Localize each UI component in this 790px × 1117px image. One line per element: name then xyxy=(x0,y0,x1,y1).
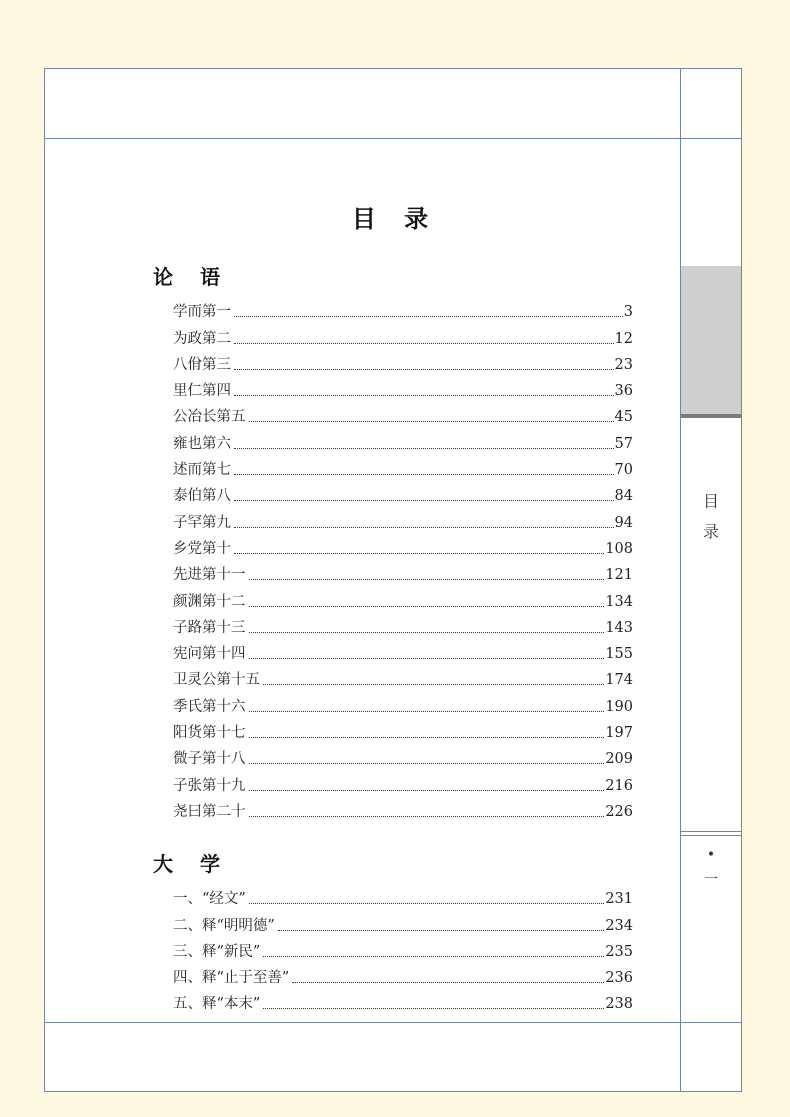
dot-leader xyxy=(249,902,604,904)
side-title-char: 目 xyxy=(702,492,719,511)
toc-entry-page: 12 xyxy=(614,330,633,347)
toc-entry[interactable] xyxy=(153,638,633,664)
book-page xyxy=(44,68,742,1092)
toc-entry-page: 190 xyxy=(605,698,633,715)
toc-entry[interactable] xyxy=(153,690,633,716)
toc-list xyxy=(153,883,633,1014)
toc-entry-page: 94 xyxy=(614,514,633,531)
toc-entry-title: 季氏第十六 xyxy=(173,698,246,715)
toc-entry-title: 先进第十一 xyxy=(173,567,246,584)
dot-leader xyxy=(234,526,614,528)
dot-leader xyxy=(249,657,605,659)
toc-entry-page: 23 xyxy=(614,356,633,373)
toc-entry-page: 226 xyxy=(605,803,633,820)
toc-content xyxy=(45,69,680,1022)
dot-leader xyxy=(234,447,614,449)
dot-leader xyxy=(249,710,605,712)
toc-entry-title: 尧曰第二十 xyxy=(173,803,246,820)
toc-entry-page: 45 xyxy=(614,409,633,426)
dot-leader xyxy=(249,789,605,791)
toc-entry-page: 197 xyxy=(605,725,633,742)
toc-entry-title: 颜渊第十二 xyxy=(173,593,246,610)
toc-entry-title: 子张第十九 xyxy=(173,777,246,794)
toc-entry[interactable] xyxy=(153,349,633,375)
dot-leader xyxy=(234,368,614,370)
dot-leader xyxy=(263,1007,604,1009)
dot-leader xyxy=(249,578,605,580)
toc-entry-page: 84 xyxy=(614,488,633,505)
toc-entry-page: 143 xyxy=(605,619,633,636)
toc-entry[interactable] xyxy=(153,454,633,480)
toc-entry-title: 卫灵公第十五 xyxy=(173,672,260,689)
side-thumb-tab xyxy=(681,266,741,418)
dot-leader xyxy=(278,929,604,931)
toc-entry-title: 四、释“止于至善” xyxy=(173,970,290,987)
dot-leader xyxy=(263,683,604,685)
toc-entry[interactable] xyxy=(153,506,633,532)
toc-entry[interactable] xyxy=(153,322,633,348)
dot-leader xyxy=(234,499,614,501)
dot-leader xyxy=(249,420,614,422)
toc-entry[interactable] xyxy=(153,909,633,935)
toc-entry[interactable] xyxy=(153,375,633,401)
toc-entry-page: 231 xyxy=(605,891,633,908)
dot-leader xyxy=(249,815,605,817)
toc-entry-page: 134 xyxy=(605,593,633,610)
toc-entry[interactable] xyxy=(153,401,633,427)
toc-entry-title: 为政第二 xyxy=(173,330,231,347)
toc-entry-title: 子罕第九 xyxy=(173,514,231,531)
side-running-title xyxy=(681,487,741,547)
toc-entry-title: 雍也第六 xyxy=(173,435,231,452)
toc-entry[interactable] xyxy=(153,962,633,988)
toc-entry-title: 二、释“明明德” xyxy=(173,917,275,934)
toc-entry-title: 八佾第三 xyxy=(173,356,231,373)
page-number: 一 xyxy=(704,872,718,888)
toc-entry[interactable] xyxy=(153,769,633,795)
side-separator xyxy=(681,835,741,836)
toc-entry-title: 三、释“新民” xyxy=(173,943,261,960)
toc-entry-page: 108 xyxy=(605,540,633,557)
dot-leader xyxy=(263,955,604,957)
toc-entry[interactable] xyxy=(153,559,633,585)
toc-entry-page: 236 xyxy=(605,970,633,987)
toc-entry[interactable] xyxy=(153,988,633,1014)
toc-entry[interactable] xyxy=(153,585,633,611)
toc-entry-page: 36 xyxy=(614,383,633,400)
toc-entry-title: 一、“经文” xyxy=(173,891,246,908)
toc-entry-page: 70 xyxy=(614,462,633,479)
toc-entry[interactable] xyxy=(153,427,633,453)
toc-entry[interactable] xyxy=(153,612,633,638)
toc-entry-title: 阳货第十七 xyxy=(173,725,246,742)
toc-entry-title: 述而第七 xyxy=(173,462,231,479)
toc-entry[interactable] xyxy=(153,743,633,769)
toc-section-lunyu xyxy=(153,262,633,822)
toc-entry-page: 216 xyxy=(605,777,633,794)
toc-list xyxy=(153,296,633,822)
page-title: 目 录 xyxy=(351,204,439,233)
dot-leader xyxy=(249,605,605,607)
toc-entry-title: 公冶长第五 xyxy=(173,409,246,426)
dot-leader xyxy=(234,473,614,475)
section-heading: 大 学 xyxy=(153,852,230,876)
dot-leader xyxy=(249,631,605,633)
toc-entry-title: 乡党第十 xyxy=(173,540,231,557)
toc-entry-page: 235 xyxy=(605,943,633,960)
footer-rule xyxy=(45,1022,741,1023)
toc-entry-page: 155 xyxy=(605,646,633,663)
side-bullet: • xyxy=(706,847,716,863)
side-title-char: 录 xyxy=(702,522,719,541)
toc-entry[interactable] xyxy=(153,936,633,962)
section-heading: 论 语 xyxy=(153,265,230,289)
toc-entry-title: 五、释“本末” xyxy=(173,996,261,1013)
toc-entry-page: 174 xyxy=(605,672,633,689)
toc-entry-title: 子路第十三 xyxy=(173,619,246,636)
toc-entry[interactable] xyxy=(153,533,633,559)
toc-entry-page: 209 xyxy=(605,751,633,768)
toc-entry-title: 里仁第四 xyxy=(173,383,231,400)
dot-leader xyxy=(249,762,605,764)
toc-entry-title: 学而第一 xyxy=(173,304,231,321)
toc-entry[interactable] xyxy=(153,717,633,743)
toc-entry[interactable] xyxy=(153,664,633,690)
toc-entry[interactable] xyxy=(153,480,633,506)
toc-section-daxue xyxy=(153,849,633,1014)
toc-entry[interactable] xyxy=(153,796,633,822)
dot-leader xyxy=(249,736,605,738)
toc-entry[interactable] xyxy=(153,883,633,909)
toc-entry-page: 57 xyxy=(614,435,633,452)
toc-entry-page: 238 xyxy=(605,996,633,1013)
toc-entry-title: 泰伯第八 xyxy=(173,488,231,505)
dot-leader xyxy=(234,394,614,396)
toc-entry-page: 234 xyxy=(605,917,633,934)
toc-entry[interactable] xyxy=(153,296,633,322)
dot-leader xyxy=(234,315,623,317)
dot-leader xyxy=(234,552,604,554)
toc-entry-page: 121 xyxy=(605,567,633,584)
dot-leader xyxy=(234,342,614,344)
toc-entry-title: 微子第十八 xyxy=(173,751,246,768)
toc-entry-title: 宪问第十四 xyxy=(173,646,246,663)
toc-entry-page: 3 xyxy=(623,304,633,321)
dot-leader xyxy=(292,981,604,983)
side-separator xyxy=(681,831,741,832)
